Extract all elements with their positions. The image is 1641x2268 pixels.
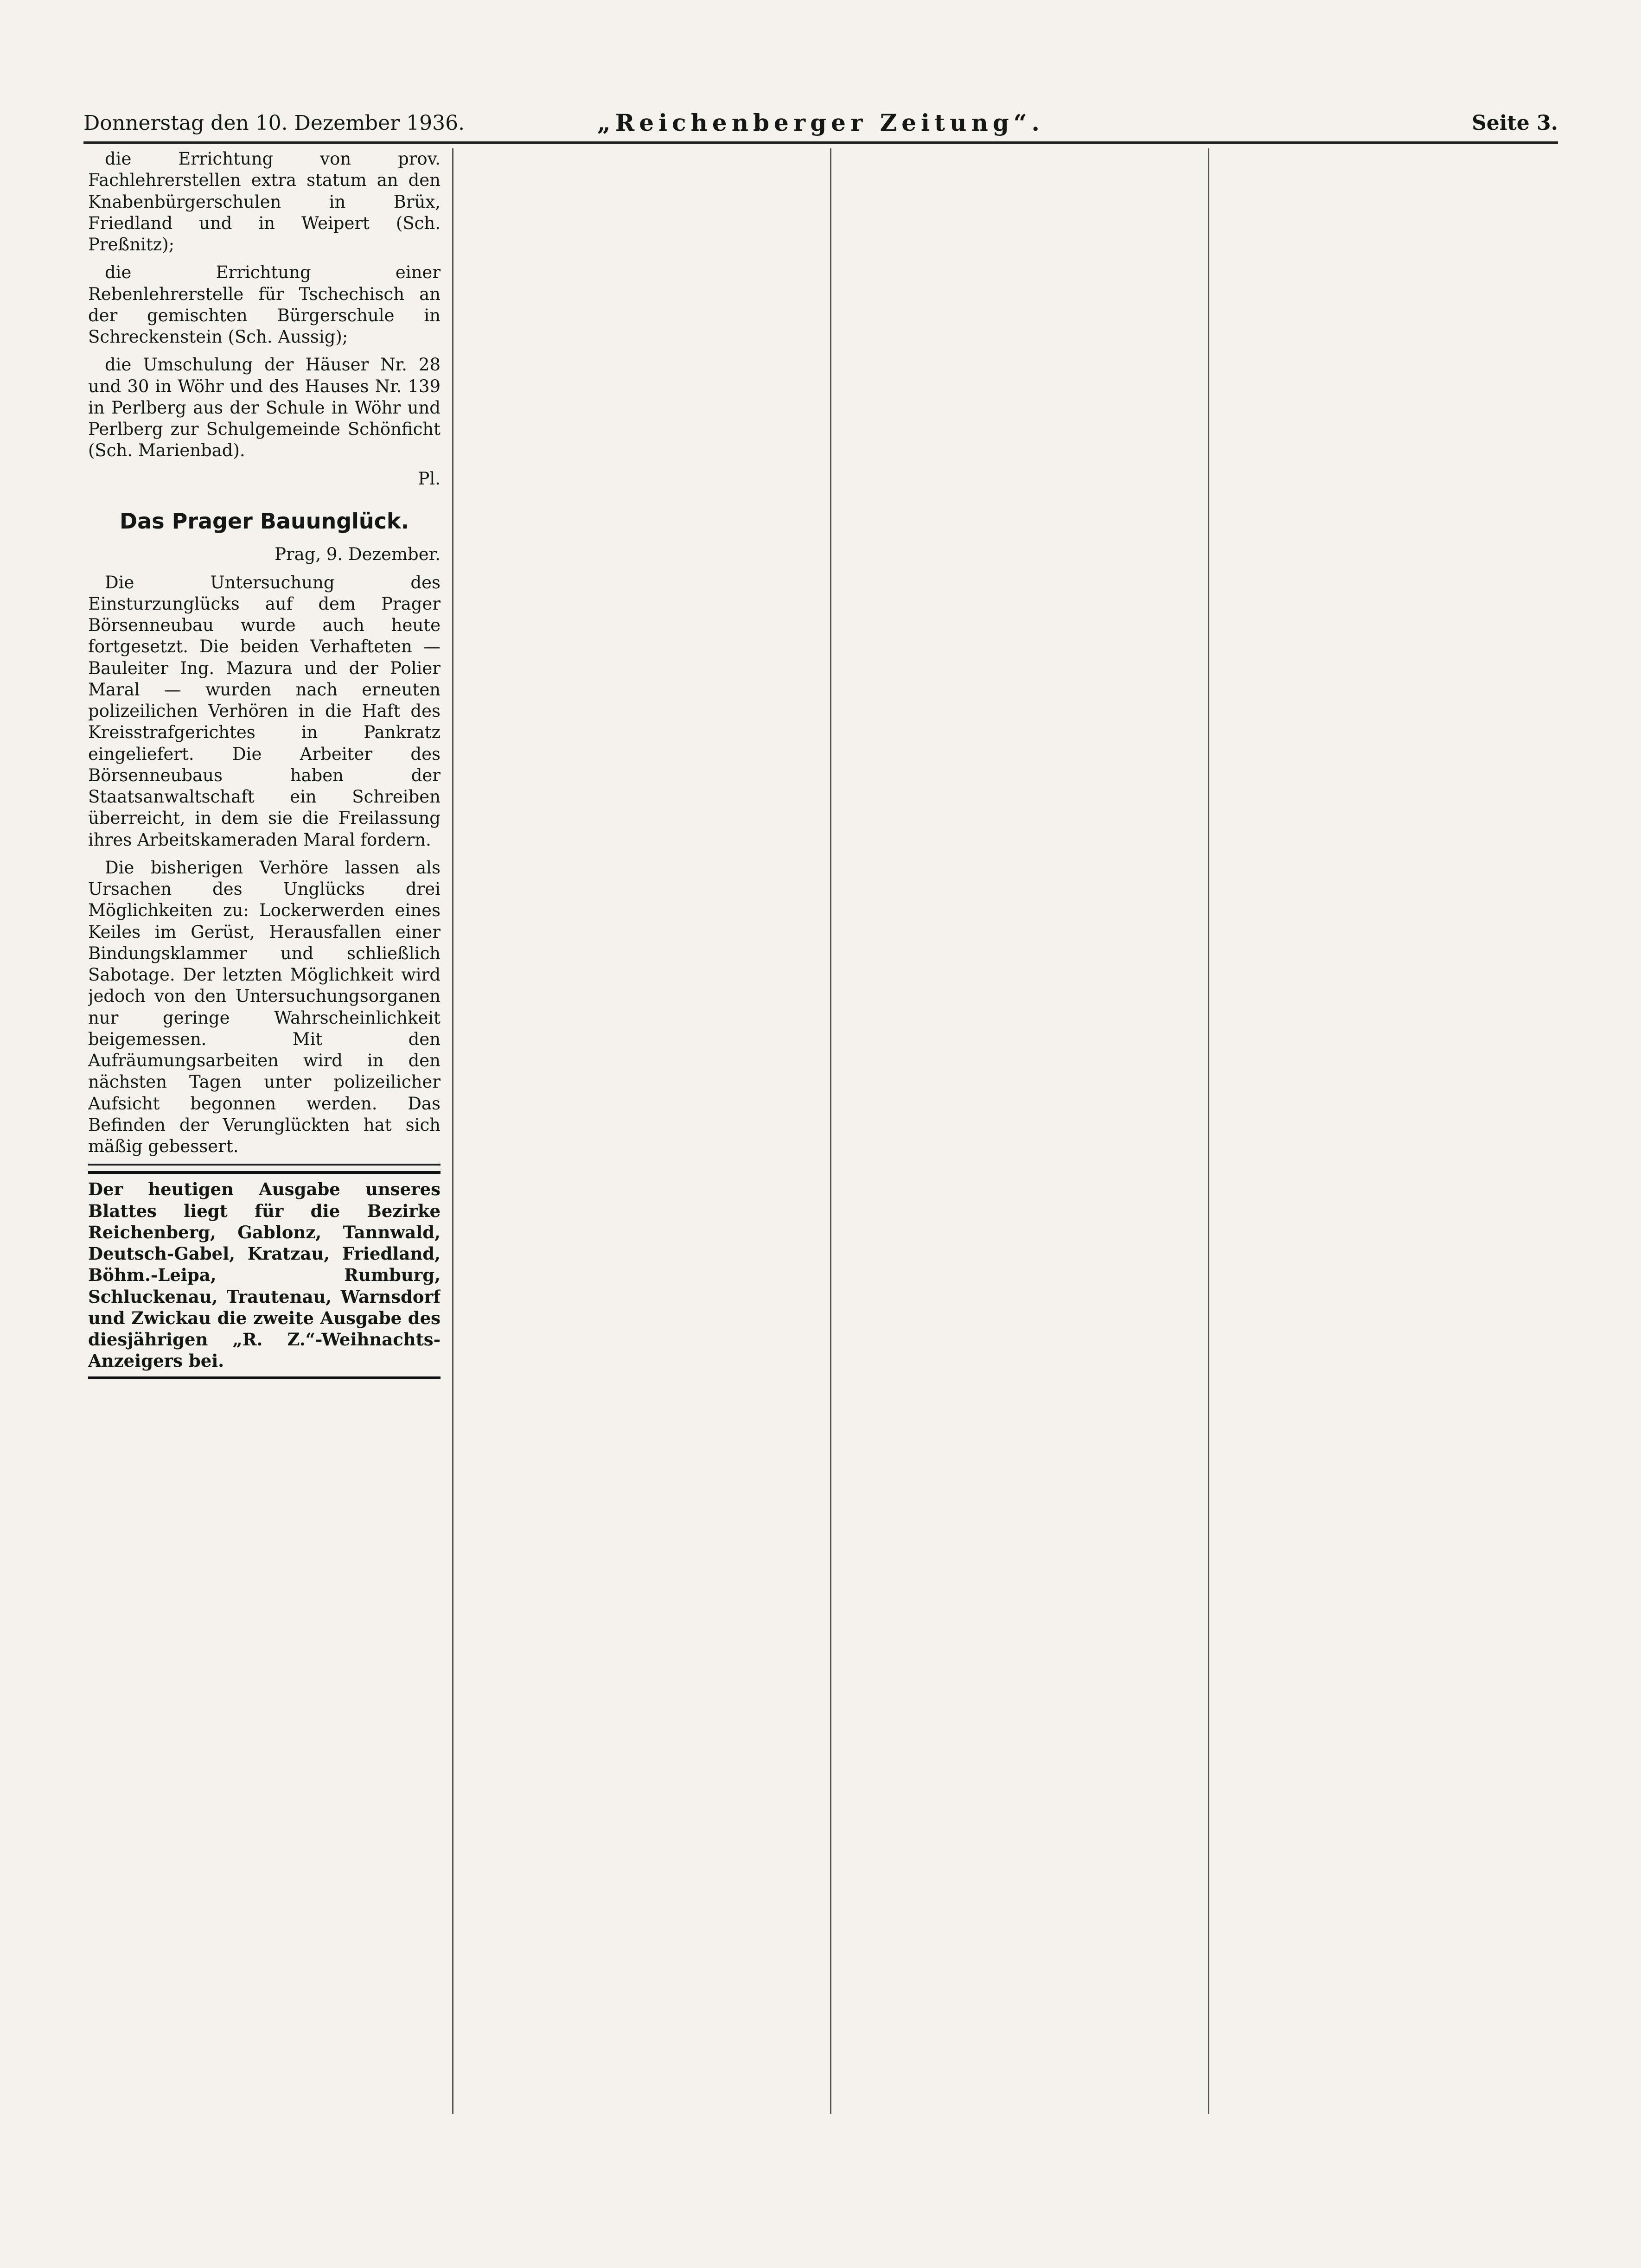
headline: Das Prager Bauunglück. [119,508,409,534]
author-sign: Pl. [418,468,441,489]
supplement-notice: Der heutigen Ausgabe unseres Blattes liegt für die Bezirke Reichenberg, Gablonz, Tannwald, Deutsch-Gabel, Kratzau, Friedland, Böhm.-Leipa, Rumburg, Schluckenau, Trautenau, Warnsdorf und Zwickau die zweite Ausgabe des diesjährigen „R. Z.“-Weihnachts-Anzeigers bei. [88,1171,441,1379]
column-divider [1208,148,1209,2114]
dateline: Prag, 9. Dezember. [275,544,441,565]
column-divider [830,148,831,2114]
paragraph: die Umschulung der Häuser Nr. 28 und 30 in Wöhr und des Hauses Nr. 139 in Perlberg aus der Schule in Wöhr und Perlberg zur Schulgemeinde Schönficht (Sch. Marienbad). [88,355,441,461]
paragraph: die Errichtung einer Rebenlehrerstelle für Tschechisch an der gemischten Bürgerschule in Schreckenstein (Sch. Aussig); [88,262,441,347]
page-number: Seite 3. [1471,111,1558,135]
paragraph: die Errichtung von prov. Fachlehrerstellen extra statum an den Knabenbürgerschulen in Brüx, Friedland und in Weipert (Sch. Preßnitz); [88,149,441,255]
rule [88,1164,441,1166]
paragraph: Die bisherigen Verhöre lassen als Ursachen des Unglücks drei Möglichkeiten zu: Lockerwerden eines Keiles im Gerüst, Herausfallen einer Bindungsklammer und schließlich Sabotage. Der letzten Möglichkeit wird jedoch von den Untersuchungsorganen nur geringe Wahrscheinlichkeit beigemessen. Mit den Aufräumungsarbeiten wird in den nächsten Tagen unter polizeilicher Aufsicht begonnen werden. Das Befinden der Verunglückten hat sich mäßig gebessert. [88,857,441,1156]
column-divider [452,148,453,2114]
column-1 [88,148,441,2114]
newspaper-title: „Reichenberger Zeitung“. [597,109,1044,136]
page-header [83,109,1558,144]
issue-date: Donnerstag den 10. Dezember 1936. [83,111,465,135]
paragraph: Die Untersuchung des Einsturzunglücks auf dem Prager Börsenneubau wurde auch heute fortgesetzt. Die beiden Verhafteten — Bauleiter Ing. Mazura und der Polier Maral — wurden nach erneuten polizeilichen Verhören in die Haft des Kreisstrafgerichtes in Pankratz eingeliefert. Die Arbeiter des Börsenneubaus haben der Staatsanwaltschaft ein Schreiben überreicht, in dem sie die Freilassung ihres Arbeitskameraden Maral fordern. [88,572,441,850]
